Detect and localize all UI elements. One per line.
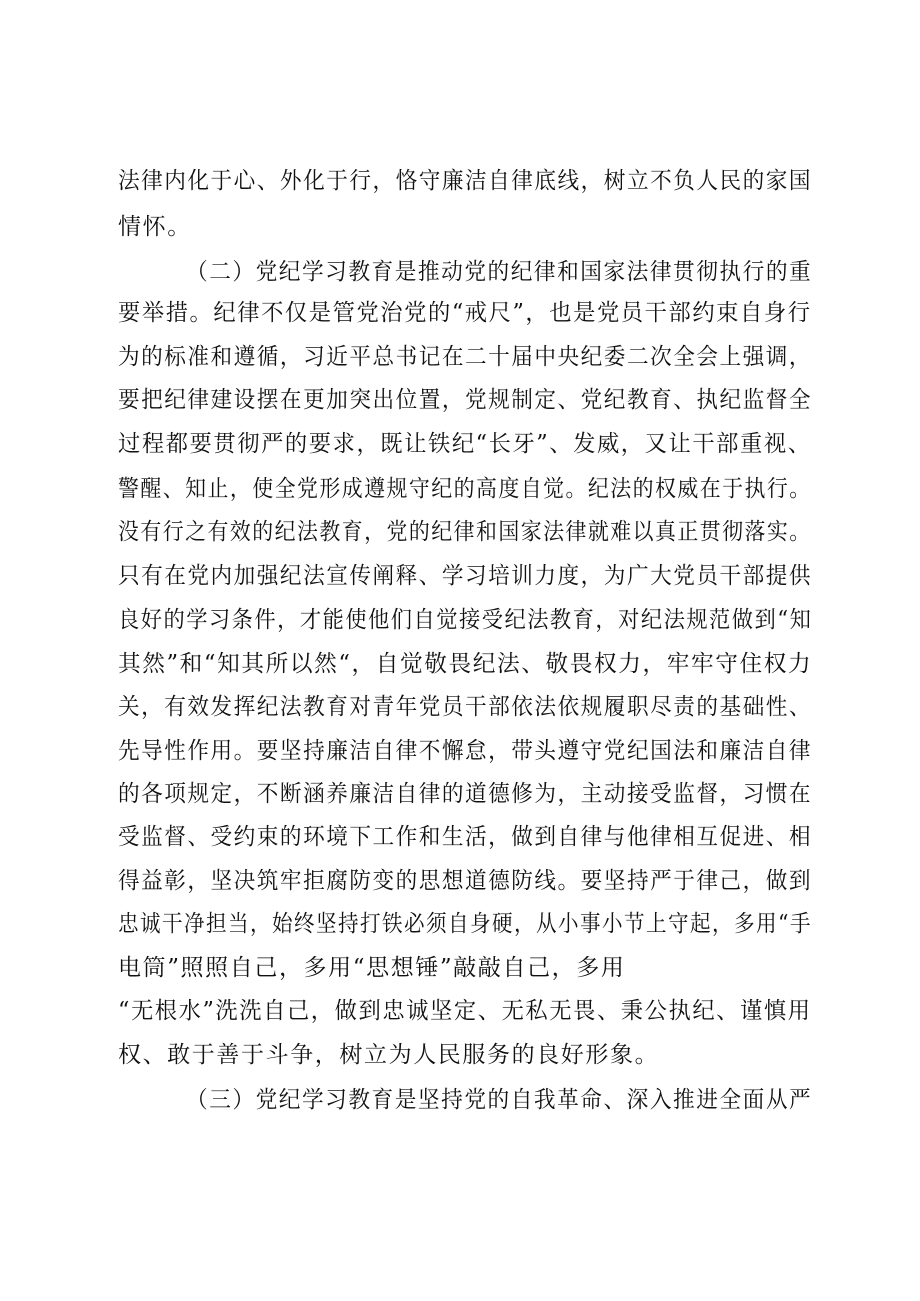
text-line: 过程都要贯彻严的要求，既让铁纪“长牙”、发威，又让干部重视、 xyxy=(118,431,812,457)
text-line: 要把纪律建设摆在更加突出位置，党规制定、党纪教育、执纪监督全 xyxy=(118,387,813,413)
text-line: 关，有效发挥纪法教育对青年党员干部依法依规履职尽责的基础性、 xyxy=(118,694,813,720)
text-line: 只有在党内加强纪法宣传阐释、学习培训力度，为广大党员干部提供 xyxy=(118,563,813,589)
text-line: 良好的学习条件，才能使他们自觉接受纪法教育，对纪法规范做到“知 xyxy=(118,607,813,633)
text-line: 权、敢于善于斗争，树立为人民服务的良好形象。 xyxy=(118,1042,660,1068)
text-line: 要举措。纪律不仅是管党治党的“戒尺”，也是党员干部约束自身行 xyxy=(118,300,812,326)
text-line: 忠诚干净担当，始终坚持打铁必须自身硬，从小事小节上守起，多用“手 xyxy=(118,911,812,937)
text-line: 情怀。 xyxy=(118,214,192,240)
text-line: 受监督、受约束的环境下工作和生活，做到自律与他律相互促进、相 xyxy=(118,824,813,850)
text-line: 法律内化于心、外化于行，恪守廉洁自律底线，树立不负人民的家国 xyxy=(118,168,813,194)
text-line: “无根水”洗洗自己，做到忠诚坚定、无私无畏、秉公执纪、谨慎用 xyxy=(118,998,812,1024)
text-line: 先导性作用。要坚持廉洁自律不懈怠，带头遵守党纪国法和廉洁自律 xyxy=(118,738,813,764)
text-line: 其然”和“知其所以然“，自觉敬畏纪法、敬畏权力，牢牢守住权力 xyxy=(118,651,813,677)
section-heading-3: （三）党纪学习教育是坚持党的自我革命、深入推进全面从严 xyxy=(186,1087,813,1113)
section-heading-2: （二）党纪学习教育是推动党的纪律和国家法律贯彻执行的重 xyxy=(186,259,813,285)
text-line: 为的标准和遵循，习近平总书记在二十届中央纪委二次全会上强调， xyxy=(118,344,813,370)
text-line: 的各项规定，不断涵养廉洁自律的道德修为，主动接受监督，习惯在 xyxy=(118,781,813,807)
text-line: 警醒、知止，使全党形成遵规守纪的高度自觉。纪法的权威在于执行。 xyxy=(118,476,812,502)
text-line: 没有行之有效的纪法教育，党的纪律和国家法律就难以真正贯彻落实。 xyxy=(118,519,812,545)
text-line: 得益彰，坚决筑牢拒腐防变的思想道德防线。要坚持严于律己，做到 xyxy=(118,868,813,894)
text-line: 电筒”照照自己，多用“思想锤”敲敲自己，多用 xyxy=(118,955,626,981)
